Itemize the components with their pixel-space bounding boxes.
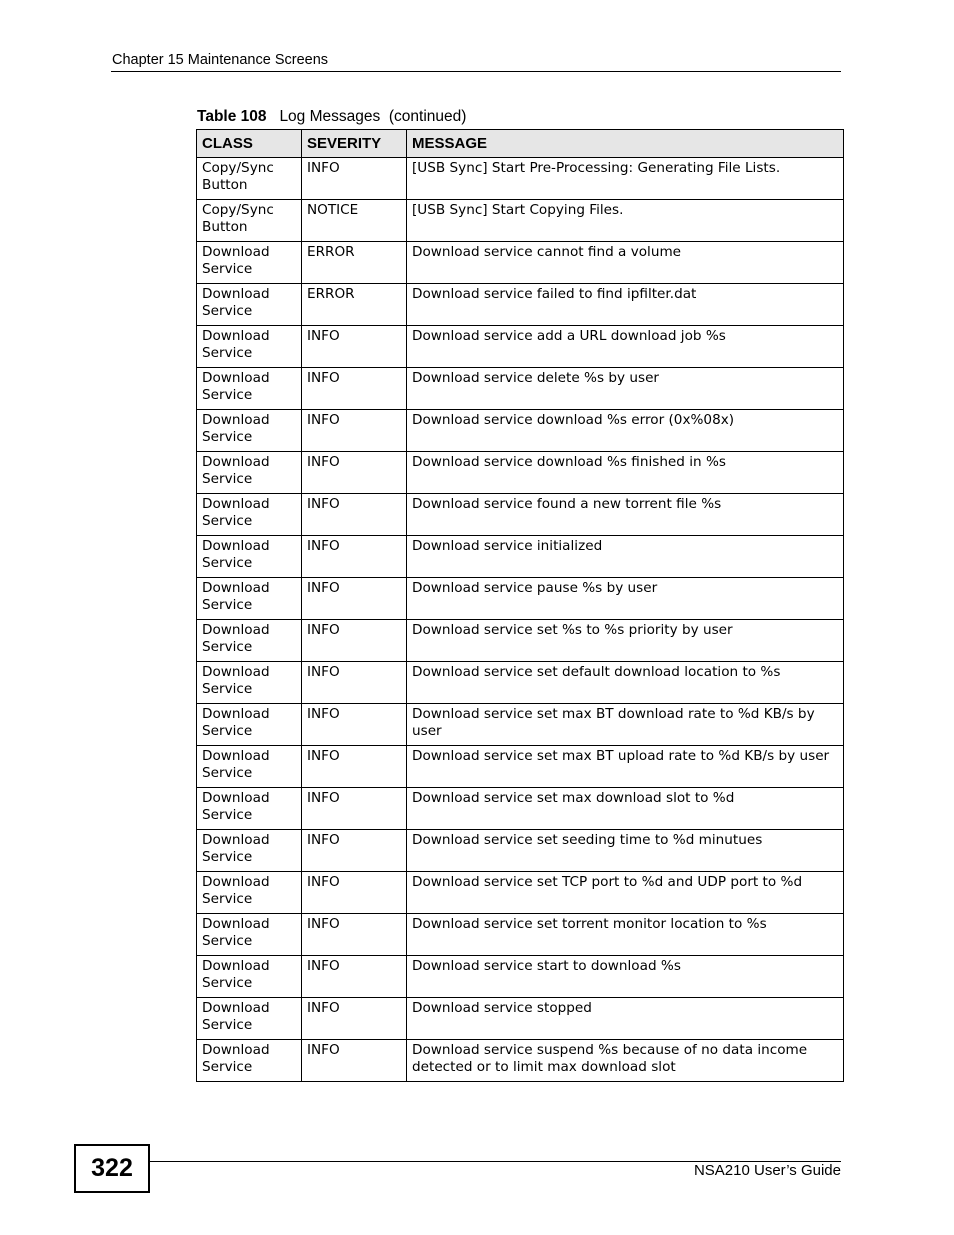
cell-message: Download service set TCP port to %d and UDP port to %d <box>407 872 844 914</box>
cell-class: Download Service <box>197 620 302 662</box>
table-caption-number: Table 108 <box>197 108 267 125</box>
table-row <box>197 452 844 494</box>
table-header-row <box>197 130 844 158</box>
cell-message: Download service set torrent monitor location to %s <box>407 914 844 956</box>
cell-message: Download service cannot find a volume <box>407 242 844 284</box>
table-row <box>197 158 844 200</box>
cell-severity: INFO <box>302 788 407 830</box>
cell-severity: INFO <box>302 326 407 368</box>
cell-message: Download service download %s error (0x%08x) <box>407 410 844 452</box>
chapter-header: Chapter 15 Maintenance Screens <box>112 52 329 68</box>
cell-class: Download Service <box>197 410 302 452</box>
table-row <box>197 368 844 410</box>
cell-severity: INFO <box>302 1040 407 1082</box>
table-row <box>197 1040 844 1082</box>
cell-class: Download Service <box>197 494 302 536</box>
cell-message: Download service suspend %s because of no data income detected or to limit max download slot <box>407 1040 844 1082</box>
cell-class: Download Service <box>197 284 302 326</box>
table-row <box>197 746 844 788</box>
cell-severity: INFO <box>302 704 407 746</box>
cell-severity: INFO <box>302 368 407 410</box>
table-row <box>197 998 844 1040</box>
cell-message: Download service delete %s by user <box>407 368 844 410</box>
cell-severity: INFO <box>302 578 407 620</box>
table-caption <box>197 108 466 126</box>
cell-severity: INFO <box>302 662 407 704</box>
cell-class: Download Service <box>197 788 302 830</box>
cell-message: Download service pause %s by user <box>407 578 844 620</box>
cell-message: Download service add a URL download job %s <box>407 326 844 368</box>
page-number: 322 <box>74 1144 150 1193</box>
cell-class: Download Service <box>197 578 302 620</box>
cell-message: [USB Sync] Start Copying Files. <box>407 200 844 242</box>
table-row <box>197 662 844 704</box>
table-row <box>197 788 844 830</box>
table-row <box>197 410 844 452</box>
cell-message: Download service set seeding time to %d minutues <box>407 830 844 872</box>
cell-severity: INFO <box>302 998 407 1040</box>
cell-message: Download service start to download %s <box>407 956 844 998</box>
cell-message: Download service set %s to %s priority by user <box>407 620 844 662</box>
cell-class: Download Service <box>197 704 302 746</box>
cell-severity: INFO <box>302 410 407 452</box>
cell-severity: INFO <box>302 830 407 872</box>
table-row <box>197 956 844 998</box>
table-row <box>197 620 844 662</box>
cell-message: Download service stopped <box>407 998 844 1040</box>
table-row <box>197 830 844 872</box>
cell-class: Download Service <box>197 956 302 998</box>
table-row <box>197 914 844 956</box>
guide-title: NSA210 User’s Guide <box>693 1162 841 1179</box>
cell-severity: INFO <box>302 494 407 536</box>
column-header-severity: SEVERITY <box>302 130 407 158</box>
cell-class: Copy/Sync Button <box>197 158 302 200</box>
column-header-class: CLASS <box>197 130 302 158</box>
header-divider <box>111 71 841 72</box>
cell-severity: INFO <box>302 452 407 494</box>
cell-class: Download Service <box>197 830 302 872</box>
cell-message: Download service set max BT download rate to %d KB/s by user <box>407 704 844 746</box>
cell-class: Copy/Sync Button <box>197 200 302 242</box>
cell-severity: INFO <box>302 872 407 914</box>
table-row <box>197 326 844 368</box>
cell-severity: INFO <box>302 956 407 998</box>
log-messages-table <box>196 129 844 1082</box>
cell-severity: INFO <box>302 158 407 200</box>
cell-message: Download service set default download location to %s <box>407 662 844 704</box>
table-row <box>197 242 844 284</box>
cell-class: Download Service <box>197 914 302 956</box>
cell-class: Download Service <box>197 326 302 368</box>
cell-severity: ERROR <box>302 284 407 326</box>
cell-class: Download Service <box>197 746 302 788</box>
cell-class: Download Service <box>197 872 302 914</box>
table-row <box>197 536 844 578</box>
cell-class: Download Service <box>197 452 302 494</box>
cell-message: Download service failed to find ipfilter.dat <box>407 284 844 326</box>
table-row <box>197 578 844 620</box>
cell-message: Download service initialized <box>407 536 844 578</box>
cell-message: Download service set max download slot to %d <box>407 788 844 830</box>
column-header-message: MESSAGE <box>407 130 844 158</box>
cell-severity: INFO <box>302 536 407 578</box>
cell-severity: INFO <box>302 914 407 956</box>
cell-class: Download Service <box>197 536 302 578</box>
cell-class: Download Service <box>197 242 302 284</box>
table-body <box>197 158 844 1082</box>
cell-class: Download Service <box>197 368 302 410</box>
cell-class: Download Service <box>197 998 302 1040</box>
table-row <box>197 200 844 242</box>
table-row <box>197 494 844 536</box>
cell-severity: NOTICE <box>302 200 407 242</box>
cell-message: Download service found a new torrent file %s <box>407 494 844 536</box>
cell-severity: INFO <box>302 620 407 662</box>
cell-message: Download service set max BT upload rate to %d KB/s by user <box>407 746 844 788</box>
cell-message: Download service download %s finished in %s <box>407 452 844 494</box>
table-row <box>197 872 844 914</box>
table-row <box>197 704 844 746</box>
cell-severity: INFO <box>302 746 407 788</box>
cell-severity: ERROR <box>302 242 407 284</box>
table-caption-title: Log Messages (continued) <box>279 108 467 125</box>
cell-message: [USB Sync] Start Pre-Processing: Generating File Lists. <box>407 158 844 200</box>
table-row <box>197 284 844 326</box>
cell-class: Download Service <box>197 1040 302 1082</box>
cell-class: Download Service <box>197 662 302 704</box>
